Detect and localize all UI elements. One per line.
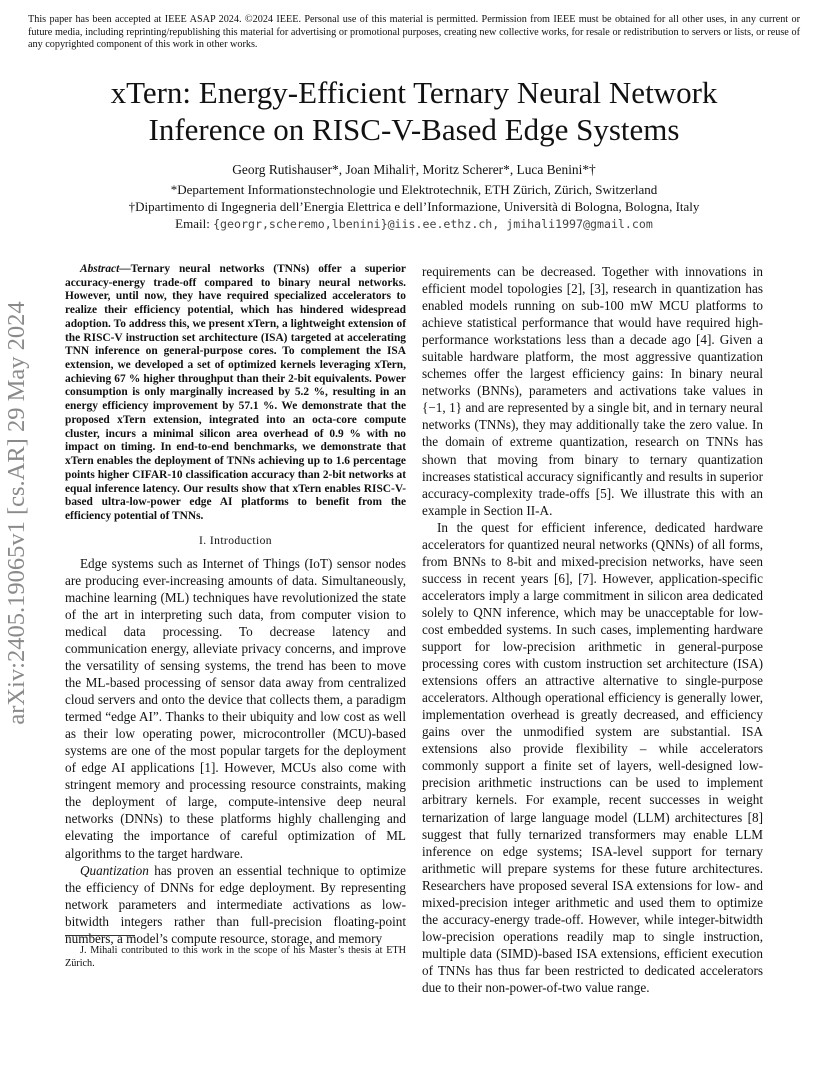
left-column: [65, 263, 406, 947]
email-addresses: {georgr,scheremo,lbenini}@iis.ee.ethz.ch, jmihali1997@gmail.com: [213, 217, 653, 231]
affiliation-bologna: †Dipartimento di Ingegneria dell’Energia Elettrica e dell’Informazione, Università di Bologna, Bologna, Italy: [128, 199, 700, 214]
abstract-text: —Ternary neural networks (TNNs) offer a superior accuracy-energy trade-off compared to binary neural networks. However, until now, they have required specialized accelerators to realize their efficiency potential, which has hindered widespread adoption. To address this, we present xTern, a lightweight extension of the RISC-V instruction set architecture (ISA) targeted at accelerating TNN inference on general-purpose cores. To complement the ISA extension, we developed a set of optimized kernels leveraging xTern, achieving 67 % higher throughput than their 2-bit equivalents. Power consumption is only marginally increased by 5.2 %, resulting in an energy efficiency improvement by 57.1 %. We demonstrate that the proposed xTern extension, integrated into an octa-core compute cluster, incurs a minimal silicon area overhead of 0.9 % with no impact on timing. In end-to-end benchmarks, we demonstrate that xTern enables the deployment of TNNs achieving up to 1.6 percentage points higher CIFAR-10 classification accuracy than 2-bit networks at equal inference latency. Our results show that xTern enables RISC-V-based ultra-low-power edge AI platforms to benefit from the efficiency potential of TNNs.: [65, 263, 406, 522]
section-heading-introduction: I. Introduction: [199, 533, 272, 547]
intro-paragraph-2: [65, 862, 406, 947]
title-line-1: xTern: Energy-Efficient Ternary Neural Network: [110, 75, 718, 110]
intro-paragraph-2-text: has proven an essential technique to optimize the efficiency of DNNs for edge deployment. By representing network parameters and intermediate activations as low-bitwidth integers rather than full-precision floating-point numbers, a model’s compute resource, storage, and memory: [65, 862, 406, 946]
right-paragraph-2: In the quest for efficient inference, dedicated hardware accelerators for quantized neural networks (QNNs) of all forms, from BNNs to 8-bit and mixed-precision networks, have seen success in recent years [6], [7]. However, application-specific accelerators imply a large commitment in silicon area dedicated solely to QNN inference, which may be unacceptable for low-cost embedded systems. In such cases, implementing hardware support for low-precision arithmetic in general-purpose processing cores with custom instruction set architecture (ISA) extensions offers an attractive alternative to single-purpose accelerators. Although operational efficiency is generally lower, implementation overhead is greatly decreased, and efficiency gains over the unmodified system are substantial. ISA extensions also provide flexibility – while accelerators commonly support a finite set of layers, well-designed low-precision arithmetic instructions can be used to implement arbitrary kernels. For example, recent successes in weight ternarization of large language model (LLM) architectures [8] suggest that fully ternarized transformers may enable LLM inference on edge systems; ISA-level support for ternary arithmetic will prepare systems for these future architectures. Researchers have proposed several ISA extensions for low- and mixed-precision integer arithmetic and used them to optimize the accuracy-energy trade-off. However, while integer-bitwidth low-precision operations readily map to single instruction, multiple data (SIMD)-based ISA extensions, efficient execution of TNNs has thus far been restricted to dedicated accelerators due to their non-power-of-two value range.: [422, 519, 763, 995]
right-paragraph-1: requirements can be decreased. Together with innovations in efficient model topologies [2], [3], research in quantization has enabled models running on sub-100 mW MCU platforms to achieve statistical performance that would have required high-performance workstations less than a decade ago [4]. Given a suitable hardware platform, the most aggressive quantization schemes offer the largest efficiency gains: In binary neural networks (BNNs), parameters and activations take values in {−1, 1} and are represented by a single bit, and in ternary neural networks (TNNs), they may additionally take the zero value. In the domain of extreme quantization, research on TNNs has shown that moving from binary to ternary quantization increases statistical accuracy significantly and results in superior accuracy-complexity trade-offs [5]. We illustrate this with an example in Section II-A.: [422, 264, 763, 518]
affiliation-eth: *Departement Informationstechnologie und Elektrotechnik, ETH Zürich, Zürich, Switzerland: [170, 182, 658, 197]
email-label: Email:: [175, 216, 214, 231]
email-line: [40, 216, 788, 232]
arxiv-identifier: arXiv:2405.19065v1 [cs.AR] 29 May 2024: [3, 301, 30, 725]
author-list: Georg Rutishauser*, Joan Mihali†, Moritz Scherer*, Luca Benini*†: [232, 162, 596, 177]
abstract-label: Abstract: [80, 263, 120, 275]
copyright-notice: This paper has been accepted at IEEE ASAP 2024. ©2024 IEEE. Personal use of this material is permitted. Permission from IEEE must be obtained for all other uses, in any current or future media, including reprinting/republishing this material for advertising or promotional purposes, creating new collective works, for resale or redistribution to servers or lists, or reuse of any copyrighted component of this work in other works.: [28, 14, 800, 51]
right-column: [422, 263, 763, 996]
paper-title: [40, 74, 788, 148]
quantization-term: Quantization: [80, 862, 149, 878]
footnote: J. Mihali contributed to this work in the scope of his Master’s thesis at ETH Zürich.: [65, 945, 406, 969]
title-line-2: Inference on RISC-V-Based Edge Systems: [148, 112, 680, 147]
intro-paragraph-1: Edge systems such as Internet of Things (IoT) sensor nodes are producing ever-increasing amounts of data. Simultaneously, machine learning (ML) techniques have revolutionized the state of the art in interpreting such data, from computer vision to medical data processing. To decrease latency and communication energy, alleviate privacy concerns, and improve the versatility of sensing systems, the trend has been to move the ML-based processing of sensor data away from centralized cloud servers and onto the device that collects them, a paradigm termed “edge AI”. Thanks to their ubiquity and low cost as well as their low operating power, microcontroller (MCU)-based systems are one of the most popular targets for the deployment of edge AI applications [1]. However, MCUs also come with stringent memory and processing resource constraints, making the deployment of large, compute-intensive deep neural networks (DNNs) to these platforms highly challenging and elevating the importance of careful optimization of ML algorithms to the target hardware.: [65, 555, 406, 861]
abstract: [65, 263, 406, 524]
footnote-divider: [65, 935, 135, 936]
